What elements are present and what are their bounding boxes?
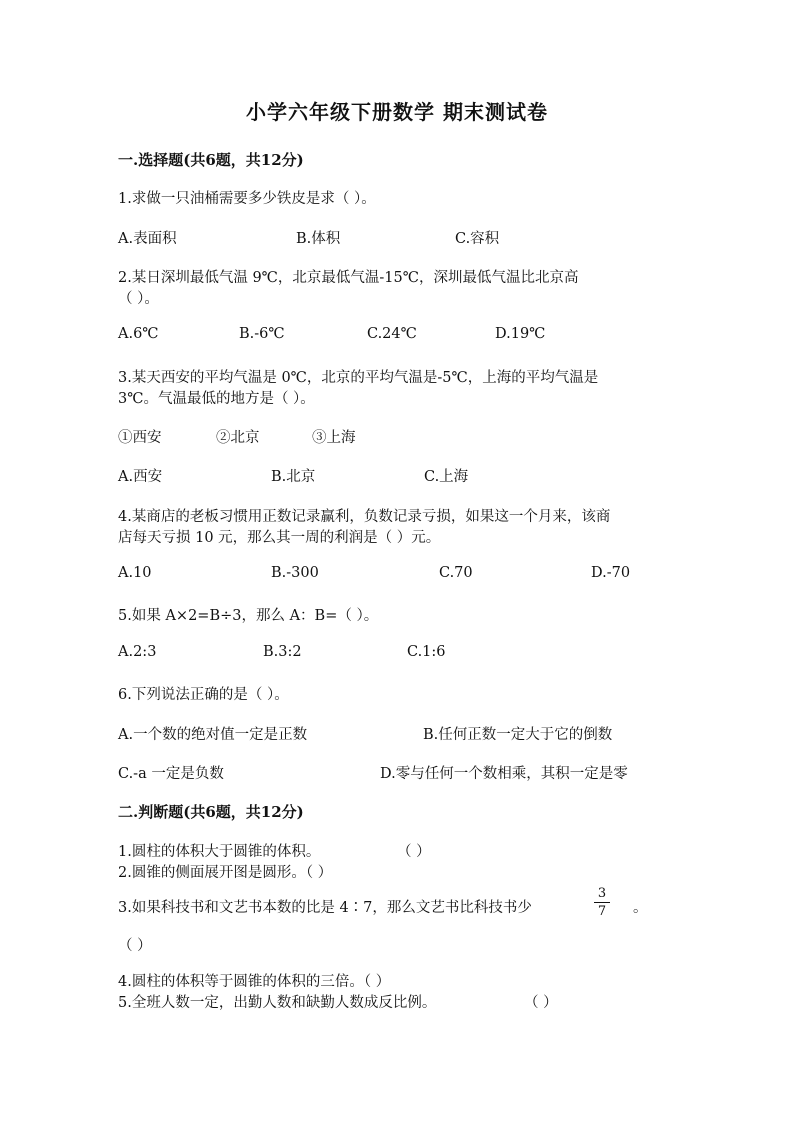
judgement-2-text: 2.圆锥的侧面展开图是圆形。（ ） — [118, 865, 333, 881]
q3-option-b: B.北京 — [271, 469, 316, 485]
q5-option-c: C.1:6 — [407, 644, 446, 660]
q4-option-b: B.-300 — [271, 565, 319, 581]
section-heading-judgement: 二.判断题(共6题，共12分) — [118, 803, 304, 821]
q1-option-b: B.体积 — [296, 231, 341, 247]
question-2-stem-line1: 2.某日深圳最低气温 9℃，北京最低气温-15℃，深圳最低气温比北京高 — [118, 270, 579, 286]
q4-option-d: D.-70 — [591, 565, 631, 581]
q3-item-2: ②北京 — [216, 430, 260, 446]
q3-option-c: C.上海 — [424, 469, 469, 485]
judgement-5-text: 5.全班人数一定，出勤人数和缺勤人数成反比例。 — [118, 995, 437, 1011]
q6-option-c: C.-a 一定是负数 — [118, 766, 224, 782]
question-4-stem-line2: 店每天亏损 10 元，那么其一周的利润是（ ）元。 — [118, 530, 441, 546]
q5-option-b: B.3:2 — [263, 644, 302, 660]
fraction-three-sevenths — [594, 886, 610, 919]
q2-option-a: A.6℃ — [118, 326, 159, 342]
q3-item-1: ①西安 — [118, 430, 162, 446]
q2-option-b: B.-6℃ — [239, 326, 285, 342]
q3-item-3: ③上海 — [312, 430, 356, 446]
q4-option-a: A.10 — [118, 565, 152, 581]
q6-option-b: B.任何正数一定大于它的倒数 — [423, 727, 613, 743]
question-2-stem-line2: （ ）。 — [118, 291, 159, 307]
judgement-5-blank: （ ） — [524, 995, 558, 1011]
judgement-1-blank: （ ） — [397, 844, 431, 860]
q5-option-a: A.2:3 — [118, 644, 157, 660]
question-4-stem-line1: 4.某商店的老板习惯用正数记录赢利，负数记录亏损，如果这一个月来，该商 — [118, 509, 611, 525]
question-6-stem: 6.下列说法正确的是（ ）。 — [118, 687, 289, 703]
question-5-stem: 5.如果 A×2=B÷3，那么 A：B=（ ）。 — [118, 608, 379, 624]
q1-option-a: A.表面积 — [118, 231, 177, 247]
judgement-3-text: 3.如果科技书和文艺书本数的比是 4∶7，那么文艺书比科技书少 — [118, 900, 532, 916]
q4-option-c: C.70 — [439, 565, 473, 581]
q2-option-c: C.24℃ — [367, 326, 417, 342]
fraction-numerator: 3 — [597, 886, 607, 901]
judgement-3-period: 。 — [633, 900, 648, 916]
judgement-1-text: 1.圆柱的体积大于圆锥的体积。 — [118, 844, 321, 860]
q2-option-d: D.19℃ — [495, 326, 546, 342]
fraction-bar — [594, 902, 610, 903]
judgement-3-blank: （ ） — [118, 938, 152, 954]
question-3-stem-line1: 3.某天西安的平均气温是 0℃，北京的平均气温是-5℃，上海的平均气温是 — [118, 370, 599, 386]
fraction-denominator: 7 — [597, 904, 607, 919]
q6-option-d: D.零与任何一个数相乘，其积一定是零 — [380, 766, 628, 782]
section-heading-choice: 一.选择题(共6题，共12分) — [118, 151, 304, 169]
page-title: 小学六年级下册数学 期末测试卷 — [246, 100, 548, 124]
q6-option-a: A.一个数的绝对值一定是正数 — [118, 727, 308, 743]
question-3-stem-line2: 3℃。气温最低的地方是（ ）。 — [118, 391, 315, 407]
judgement-4-text: 4.圆柱的体积等于圆锥的体积的三倍。（ ） — [118, 974, 391, 990]
q3-option-a: A.西安 — [118, 469, 163, 485]
question-1-stem: 1.求做一只油桶需要多少铁皮是求（ ）。 — [118, 191, 376, 207]
q1-option-c: C.容积 — [455, 231, 500, 247]
